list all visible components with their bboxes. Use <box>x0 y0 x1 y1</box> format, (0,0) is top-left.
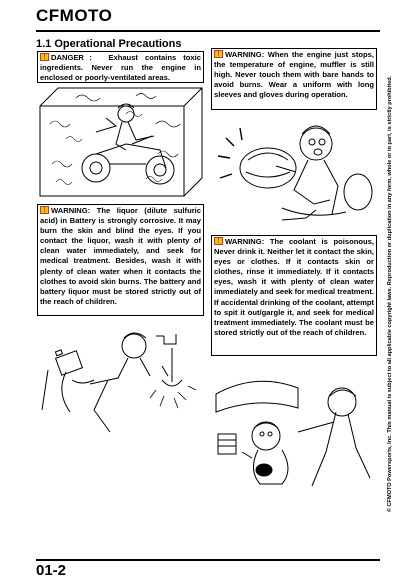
warning-text: Exhaust contains toxic ingredients. Never run the engine in enclosed or poorly-ventilated areas. <box>40 53 201 83</box>
battery-acid-wash-illustration <box>38 320 204 438</box>
warning-label: WARNING: <box>225 50 265 59</box>
footer-rule <box>36 559 380 561</box>
header-rule <box>36 30 380 32</box>
copyright-sidebar <box>383 70 397 518</box>
danger-exhaust-box <box>37 51 204 83</box>
warning-text: The liquor (dilute sulfuric acid) in Battery is strongly corrosive. It may burn the skin and blind the eyes. If you contact the liquor, wash it with plenty of clean water immediately, and seek for medical treatment. Besides, wash it with plenty of clean water when it contacts the clothes to avoid skin burns. The battery and battery liquor must be stored strictly out of the reach of children. <box>40 206 201 306</box>
page-number: 01-2 <box>36 562 67 579</box>
warning-text: The coolant is poisonous, Never drink it. Neither let it contact the skin, eyes or clothes. If it contacts skin or clothes, rinse it immediately. If it contacts eyes, wash it with plenty of clean water immediately and seek for medical treatment. If accidental drinking of the coolant, attempt to spit it out/gargle it, and seek for medical treatment immediately. The coolant must be stored strictly out of the reach of children. <box>214 237 374 337</box>
brand-logo-text: CFMOTO <box>36 6 113 25</box>
warning-triangle-icon <box>214 237 223 245</box>
warning-coolant-box <box>211 235 377 356</box>
warning-label: DANGER： <box>51 53 102 62</box>
warning-label: WARNING: <box>51 206 91 215</box>
warning-triangle-icon <box>40 206 49 214</box>
section-title: 1.1 Operational Precautions <box>36 38 182 50</box>
warning-text: When the engine just stops, the temperature of engine, muffler is still high. Never touch them with bare hands to avoid burns. Wear a uniform with long sleeves and gloves during operation. <box>214 50 374 100</box>
copyright-text: © CFMOTO Powersports, Inc. This manual is subject to all applicable copyright laws. Reproduction or duplication in any form, whole or in part, is strictly prohibited. <box>387 75 393 513</box>
warning-triangle-icon <box>40 53 49 61</box>
warning-label: WARNING: <box>225 237 265 246</box>
warning-battery-box <box>37 204 204 316</box>
warning-hot-engine-box <box>211 48 377 110</box>
hot-engine-burn-illustration <box>212 112 378 230</box>
coolant-child-illustration <box>212 360 378 510</box>
warning-triangle-icon <box>214 50 223 58</box>
enclosed-room-exhaust-illustration <box>36 84 206 199</box>
